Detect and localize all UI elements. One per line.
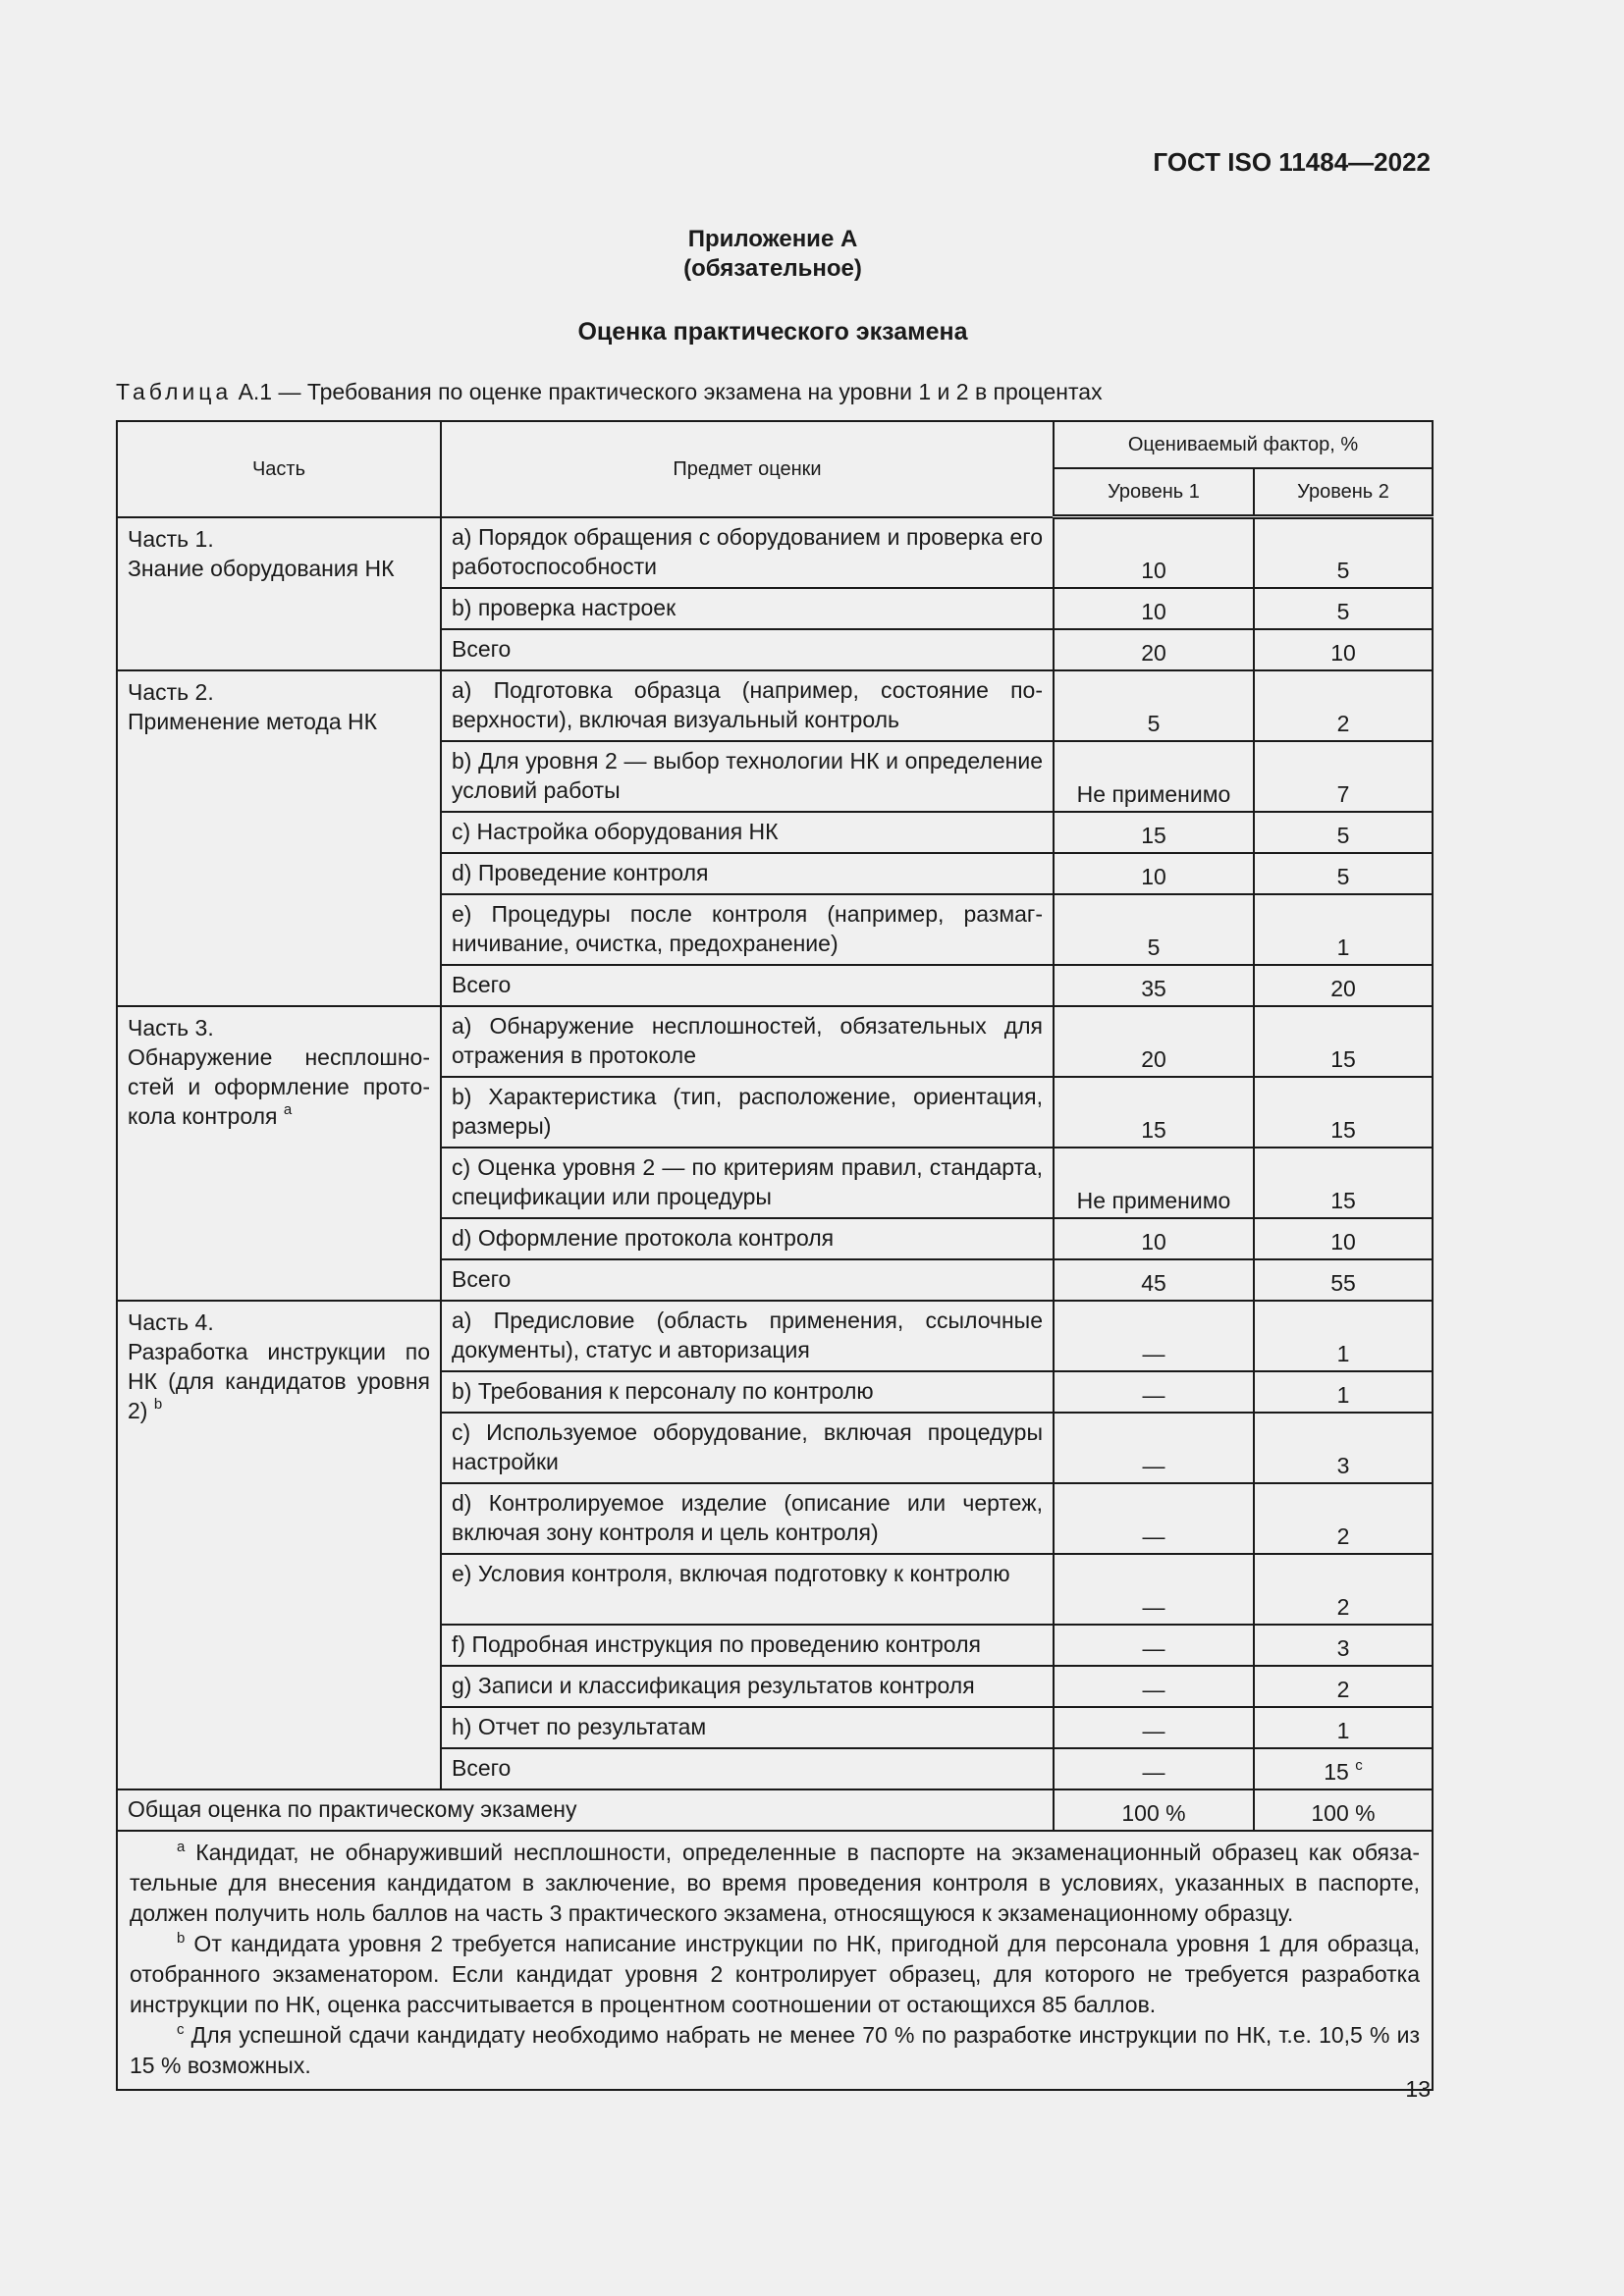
level-2-value: 5	[1336, 557, 1350, 583]
footnote-text: Для успешной сдачи кандидату необходимо набрать не менее 70 % по разработке инструкции по НК, т.е. 10,5 % из 15 % возможных.	[130, 2021, 1421, 2078]
level-2-cell	[1254, 1148, 1433, 1218]
level-2-value: 2	[1336, 1593, 1350, 1620]
level-2-cell	[1254, 1666, 1433, 1707]
footnote	[130, 1929, 1420, 2020]
subject-item: Всего	[441, 1259, 1054, 1301]
subject-item: c) Оценка уровня 2 — по критериям правил, стандарта, спецификации или процедуры	[441, 1148, 1054, 1218]
table-row	[117, 670, 1433, 741]
table-row	[117, 517, 1433, 588]
level-2-cell	[1254, 1413, 1433, 1483]
table-body	[117, 517, 1433, 1789]
subject-item: d) Контролируемое изделие (описание или чертеж, включая зону контроля и цель контроля)	[441, 1483, 1054, 1554]
level-1-value: Не применимо	[1054, 1148, 1254, 1218]
level-2-cell	[1254, 1077, 1433, 1148]
subject-item: e) Процедуры после контроля (например, размагничивание, очистка, предохранение)	[441, 894, 1054, 965]
assessment-table	[116, 420, 1434, 2091]
level-2-cell	[1254, 894, 1433, 965]
level-2-value: 5	[1336, 863, 1350, 889]
level-2-value: 15	[1324, 1758, 1349, 1785]
level-2-value: 3	[1336, 1452, 1350, 1478]
subject-item: d) Проведение контроля	[441, 853, 1054, 894]
level-2-cell	[1254, 670, 1433, 741]
level-2-cell	[1254, 1259, 1433, 1301]
footnote-mark: c	[177, 2020, 185, 2038]
subject-item: c) Используемое оборудование, включая процедуры настройки	[441, 1413, 1054, 1483]
total-level-1: 100 %	[1054, 1789, 1254, 1831]
level-1-value: 45	[1054, 1259, 1254, 1301]
level-2-cell	[1254, 812, 1433, 853]
subject-item: h) Отчет по результатам	[441, 1707, 1054, 1748]
level-1-value: —	[1054, 1301, 1254, 1371]
subject-item: a) Порядок обращения с оборудованием и проверка его работоспособности	[441, 517, 1054, 588]
footnote-text: От кандидата уровня 2 требуется написание инструкции по НК, пригодной для персонала уровня 1 для образца, отобранного экзаменатором. Если кандидат уровня 2 контролирует образец, для которого не требуется разработка инструкции по НК, оценка рассчитывается в процентном соотношении от остающихся 85 баллов.	[130, 1930, 1421, 2017]
header-level-1: Уровень 1	[1054, 468, 1254, 517]
header-level-2: Уровень 2	[1254, 468, 1433, 517]
part-name: Применение метода НК	[128, 708, 378, 734]
level-1-value: 10	[1054, 588, 1254, 629]
level-2-value: 5	[1336, 822, 1350, 848]
level-2-cell	[1254, 1625, 1433, 1666]
level-2-value: 1	[1336, 934, 1350, 960]
footnote-ref: a	[283, 1100, 293, 1118]
level-1-value: 10	[1054, 853, 1254, 894]
subject-item: a) Предисловие (область применения, ссылочные документы), статус и авторизация	[441, 1301, 1054, 1371]
table-row	[117, 1301, 1433, 1371]
subject-item: Всего	[441, 629, 1054, 670]
part-title: Часть 1.	[128, 525, 214, 552]
level-1-value: 20	[1054, 629, 1254, 670]
footnotes	[117, 1831, 1433, 2090]
level-2-cell	[1254, 965, 1433, 1006]
level-2-value: 2	[1336, 710, 1350, 736]
annex-status: (обязательное)	[683, 255, 862, 282]
table-row	[117, 1006, 1433, 1077]
level-2-cell	[1254, 1707, 1433, 1748]
level-1-value: 10	[1054, 1218, 1254, 1259]
subject-item: b) Для уровня 2 — выбор технологии НК и определение условий работы	[441, 741, 1054, 812]
footnote-text: Кандидат, не обнаруживший несплошности, определенные в паспорте на экзаменационный образец как обязательные для внесения кандидатом в заключение, во время проведения контроля в условиях, указанных в паспорте, должен получить ноль баллов на часть 3 практического экзамена, относящуюся к экзаменационному образцу.	[130, 1839, 1421, 1926]
level-2-value: 55	[1330, 1269, 1356, 1296]
footnote-mark: b	[177, 1929, 186, 1947]
part-cell	[117, 670, 441, 1006]
level-2-value: 1	[1336, 1340, 1350, 1366]
level-2-value: 1	[1336, 1381, 1350, 1408]
level-1-value: —	[1054, 1371, 1254, 1413]
footnote-mark: a	[177, 1838, 186, 1855]
level-2-value: 10	[1330, 1228, 1356, 1255]
annex-title: Приложение А	[687, 226, 858, 252]
part-name: Знание оборудования НК	[128, 555, 395, 581]
level-2-value: 7	[1336, 780, 1350, 807]
subject-item: a) Подготовка образца (например, состояние поверхности), включая визуальный контроль	[441, 670, 1054, 741]
page-number: 13	[1405, 2076, 1431, 2102]
level-2-value: 20	[1330, 975, 1356, 1001]
part-name: Разработка инструкции по НК (для кандидатов уровня 2)	[128, 1338, 430, 1423]
level-2-cell	[1254, 1218, 1433, 1259]
table-caption-text: А.1 — Требования по оценке практического экзамена на уровни 1 и 2 в процентах	[232, 379, 1103, 404]
level-1-value: 20	[1054, 1006, 1254, 1077]
footnote	[130, 1838, 1420, 1929]
level-2-cell	[1254, 588, 1433, 629]
total-level-2: 100 %	[1254, 1789, 1433, 1831]
table-caption-lead: Таблица	[116, 379, 233, 404]
part-title: Часть 3.	[128, 1014, 214, 1041]
level-2-value: 5	[1336, 598, 1350, 624]
level-2-cell	[1254, 1006, 1433, 1077]
level-1-value: —	[1054, 1707, 1254, 1748]
subject-item: g) Записи и классификация результатов контроля	[441, 1666, 1054, 1707]
level-1-value: —	[1054, 1483, 1254, 1554]
level-1-value: —	[1054, 1666, 1254, 1707]
level-2-value: 15	[1330, 1045, 1356, 1072]
level-1-value: —	[1054, 1554, 1254, 1625]
level-2-cell	[1254, 853, 1433, 894]
level-1-value: 5	[1054, 894, 1254, 965]
footnote-ref: c	[1355, 1756, 1363, 1774]
subject-item: f) Подробная инструкция по проведению контроля	[441, 1625, 1054, 1666]
header-part: Часть	[117, 421, 441, 517]
footnote	[130, 2020, 1420, 2081]
part-cell	[117, 1301, 441, 1789]
level-2-cell	[1254, 517, 1433, 588]
level-1-value: Не применимо	[1054, 741, 1254, 812]
subject-item: b) Требования к персоналу по контролю	[441, 1371, 1054, 1413]
level-2-cell	[1254, 1748, 1433, 1789]
level-1-value: —	[1054, 1413, 1254, 1483]
subject-item: Всего	[441, 965, 1054, 1006]
part-cell	[117, 517, 441, 670]
subject-item: e) Условия контроля, включая подготовку к контролю	[441, 1554, 1054, 1625]
level-1-value: —	[1054, 1748, 1254, 1789]
part-title: Часть 4.	[128, 1308, 214, 1335]
level-1-value: 5	[1054, 670, 1254, 741]
level-2-cell	[1254, 741, 1433, 812]
header-subject: Предмет оценки	[441, 421, 1054, 517]
subject-item: a) Обнаружение несплошностей, обязательных для отражения в протоколе	[441, 1006, 1054, 1077]
level-1-value: 10	[1054, 517, 1254, 588]
subject-item: b) проверка настроек	[441, 588, 1054, 629]
part-title: Часть 2.	[128, 678, 214, 705]
header-factor: Оцениваемый фактор, %	[1054, 421, 1433, 468]
standard-code: ГОСТ ISO 11484—2022	[1153, 147, 1431, 177]
subject-item: d) Оформление протокола контроля	[441, 1218, 1054, 1259]
level-2-value: 10	[1330, 639, 1356, 666]
level-2-cell	[1254, 1301, 1433, 1371]
part-name: Обнаружение несплошностей и оформление протокола контроля	[128, 1043, 430, 1129]
level-1-value: 15	[1054, 1077, 1254, 1148]
total-label: Общая оценка по практическому экзамену	[117, 1789, 1054, 1831]
part-cell	[117, 1006, 441, 1301]
footnote-ref: b	[153, 1395, 163, 1413]
level-2-value: 2	[1336, 1522, 1350, 1549]
section-title: Оценка практического экзамена	[577, 318, 968, 346]
subject-item: b) Характеристика (тип, расположение, ориентация, размеры)	[441, 1077, 1054, 1148]
level-1-value: —	[1054, 1625, 1254, 1666]
level-2-value: 3	[1336, 1634, 1350, 1661]
level-2-cell	[1254, 1483, 1433, 1554]
level-2-cell	[1254, 1371, 1433, 1413]
level-1-value: 35	[1054, 965, 1254, 1006]
subject-item: c) Настройка оборудования НК	[441, 812, 1054, 853]
level-1-value: 15	[1054, 812, 1254, 853]
level-2-cell	[1254, 1554, 1433, 1625]
level-2-cell	[1254, 629, 1433, 670]
level-2-value: 1	[1336, 1717, 1350, 1743]
table-caption	[116, 379, 1103, 405]
subject-item: Всего	[441, 1748, 1054, 1789]
level-2-value: 15	[1330, 1187, 1356, 1213]
level-2-value: 2	[1336, 1676, 1350, 1702]
level-2-value: 15	[1330, 1116, 1356, 1143]
